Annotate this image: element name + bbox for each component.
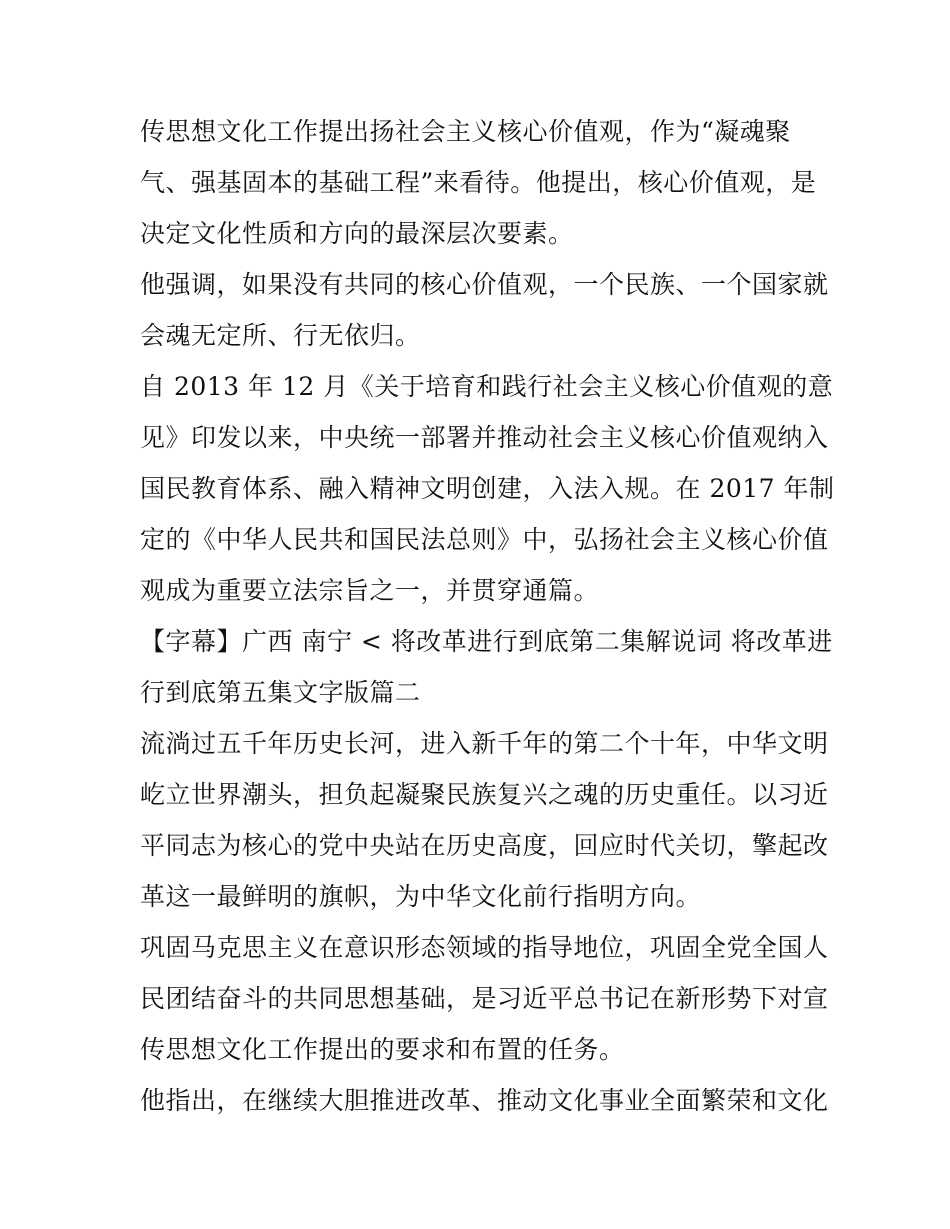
text-line: 民团结奋斗的共同思想基础，是习近平总书记在新形势下对宣 — [140, 984, 829, 1013]
text-line: 他指出，在继续大胆推进改革、推动文化事业全面繁荣和文化 — [140, 1086, 829, 1115]
text-line: 会魂无定所、行无依归。 — [140, 321, 421, 350]
text-line: 定的《中华人民共和国民法总则》中，弘扬社会主义核心价值 — [140, 525, 829, 554]
text-line: 传思想文化工作提出的要求和布置的任务。 — [140, 1035, 625, 1064]
paragraph — [140, 259, 829, 361]
text-line: 革这一最鲜明的旗帜，为中华文化前行指明方向。 — [140, 882, 702, 911]
text-line: 自 2013 年 12 月《关于培育和践行社会主义核心价值观的意 — [140, 372, 834, 401]
text-line: 见》印发以来，中央统一部署并推动社会主义核心价值观纳入 — [140, 423, 829, 452]
paragraph — [140, 718, 829, 922]
text-line: 传思想文化工作提出扬社会主义核心价值观，作为“凝魂聚 — [140, 117, 791, 146]
text-line: 他强调，如果没有共同的核心价值观，一个民族、一个国家就 — [140, 270, 829, 299]
text-line: 流淌过五千年历史长河，进入新千年的第二个十年，中华文明 — [140, 729, 829, 758]
text-line: 国民教育体系、融入精神文明创建，入法入规。在 2017 年制 — [140, 474, 835, 503]
text-line: 决定文化性质和方向的最深层次要素。 — [140, 219, 574, 248]
text-line: 平同志为核心的党中央站在历史高度，回应时代关切，擎起改 — [140, 831, 829, 860]
paragraph — [140, 922, 829, 1075]
paragraph — [140, 361, 835, 616]
paragraph — [140, 616, 833, 718]
paragraph — [140, 106, 820, 259]
text-line: 行到底第五集文字版篇二 — [140, 678, 421, 707]
paragraph — [140, 1075, 829, 1126]
text-line: 观成为重要立法宗旨之一，并贯穿通篇。 — [140, 576, 600, 605]
text-line: 气、强基固本的基础工程”来看待。他提出，核心价值观，是 — [140, 168, 817, 197]
document-body — [140, 106, 835, 1126]
text-line: 屹立世界潮头，担负起凝聚民族复兴之魂的历史重任。以习近 — [140, 780, 829, 809]
text-line: 【字幕】广西 南宁 < 将改革进行到底第二集解说词 将改革进 — [140, 627, 833, 656]
text-line: 巩固马克思主义在意识形态领域的指导地位，巩固全党全国人 — [140, 933, 829, 962]
